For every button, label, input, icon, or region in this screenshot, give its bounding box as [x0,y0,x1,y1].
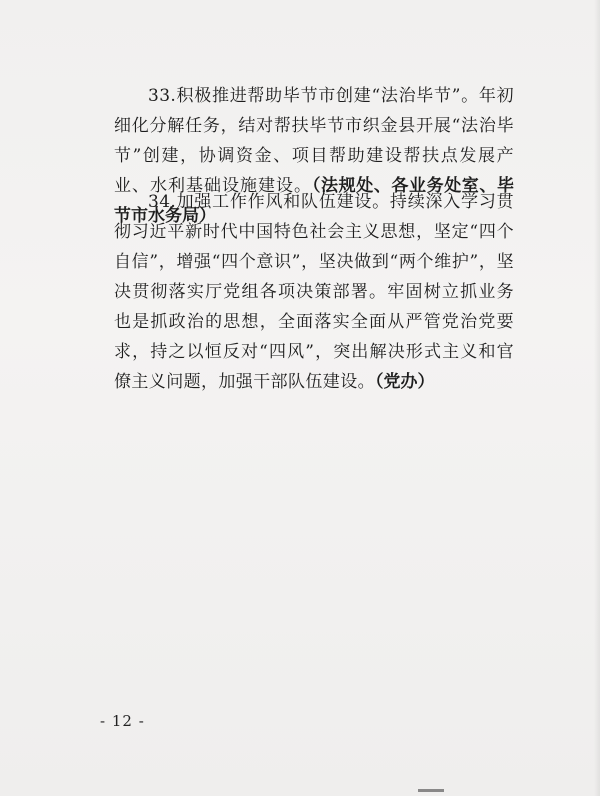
item-33-responsible: （法规处、各业务处室、毕节市水务局） [114,176,514,226]
page-number: - 12 - [100,712,145,730]
item-33-body: 33.积极推进帮助毕节市创建“法治毕节”。年初细化分解任务，结对帮扶毕节市织金县开展“法治毕节”创建，协调资金、项目帮助建设帮扶点发展产业、水利基础设施建设。 [114,86,514,196]
footer-scan-mark [418,789,444,792]
item-34-responsible: （党办） [375,372,435,392]
page-edge-shadow [594,0,600,796]
item-34-paragraph [114,187,514,397]
item-34-body: 34.加强工作作风和队伍建设。持续深入学习贯彻习近平新时代中国特色社会主义思想，坚定“四个自信”，增强“四个意识”，坚决做到“两个维护”，坚决贯彻落实厅党组各项决策部署。牢固树立抓业务也是抓政治的思想，全面落实全面从严管党治党要求，持之以恒反对“四风”，突出解决形式主义和官僚主义问题，加强干部队伍建设。 [114,192,514,392]
